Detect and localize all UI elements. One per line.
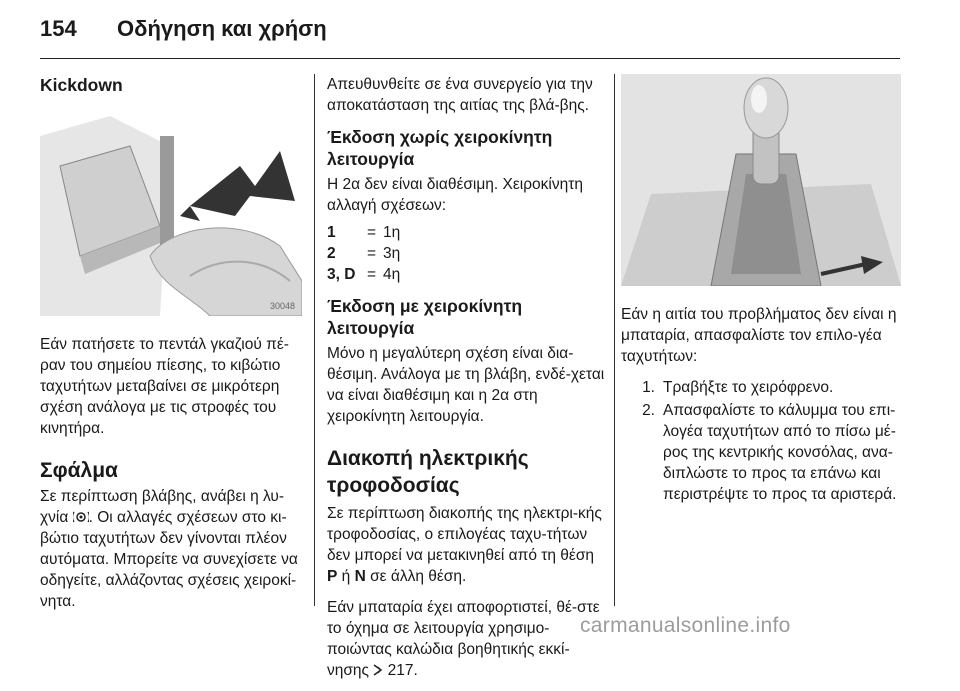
with-manual-paragraph: Μόνο η μεγαλύτερη σχέση είναι δια-θέσιμη. Ανάλογα με τη βλάβη, ενδέ-χεται να είναι διαθέσιμη και η 2α στη χειροκίνητη λειτουργία.	[327, 345, 605, 425]
figure-code-30048: 30048	[270, 301, 296, 311]
fault-paragraph	[40, 486, 302, 612]
battery-paragraph	[327, 597, 605, 681]
gear-value: 3η	[383, 245, 401, 262]
column-1	[40, 74, 302, 622]
power-interruption-heading: Διακοπή ηλεκτρικής τροφοδοσίας	[327, 447, 529, 497]
gearbox-fault-icon	[73, 510, 89, 524]
kickdown-heading: Kickdown	[40, 75, 123, 95]
page-reference-icon[interactable]	[373, 664, 383, 676]
fault-text-b: . Οι αλλαγές σχέσεων στο κι-βώτιο ταχυτήτων δεν γίνονται πλέον αυτόματα. Μπορείτε να συνεχίσετε να οδηγείτε, αλλάζοντας σχέσεις χειροκί-νητα.	[40, 509, 298, 610]
page-number: 154	[40, 16, 77, 41]
without-manual-heading: Έκδοση χωρίς χειροκίνητη λειτουργία	[327, 127, 553, 169]
gear-equals: =	[367, 266, 377, 283]
fault-heading: Σφάλμα	[40, 459, 118, 482]
gear-value: 4η	[383, 266, 401, 283]
step-text: Τραβήξτε το χειρόφρενο.	[663, 379, 834, 396]
column-divider-right	[614, 74, 615, 606]
column-divider-left	[314, 74, 315, 606]
power-text-b: σε άλλη θέση.	[370, 568, 467, 585]
workshop-intro: Απευθυνθείτε σε ένα συνεργείο για την αποκατάσταση της αιτίας της βλά-βης.	[327, 76, 593, 114]
without-manual-paragraph: Η 2α δεν είναι διαθέσιμη. Χειροκίνητη αλλαγή σχέσεων:	[327, 176, 583, 214]
header-rule	[40, 58, 900, 59]
kickdown-paragraph: Εάν πατήσετε το πεντάλ γκαζιού πέ-ραν του σημείου πίεσης, το κιβώτιο ταχυτήτων μεταβαίνει σε μικρότερη σχέση ανάλογα με τις στροφές του κινητήρα.	[40, 336, 289, 437]
cause-paragraph: Εάν η αιτία του προβλήματος δεν είναι η μπαταρία, απασφαλίστε τον επιλο-γέα ταχυτήτων:	[621, 306, 897, 365]
gear-equals: =	[367, 224, 377, 241]
step-number: 2.	[642, 402, 655, 419]
fault-text-a: Σε περίπτωση βλάβης, ανάβει η λυ-χνία	[40, 488, 285, 526]
gear-key: 3, D	[327, 266, 356, 283]
power-text-a: Σε περίπτωση διακοπής της ηλεκτρι-κής τροφοδοσίας, ο επιλογέας ταχυ-τήτων δεν μπορεί να μετακινηθεί από τη θέση	[327, 505, 602, 564]
gear-value: 1η	[383, 224, 401, 241]
gear-row	[327, 264, 605, 285]
battery-text: Εάν μπαταρία έχει αποφορτιστεί, θέ-στε το όχημα σε λειτουργία χρησιμο-ποιώντας καλώδια βοηθητικής εκκί-νησης	[327, 599, 600, 679]
power-text-or: ή	[341, 568, 351, 585]
step-text: Απασφαλίστε το κάλυμμα του επι-λογέα ταχυτήτων από το πίσω μέ-ρος της κεντρικής κονσόλας, ανα-διπλώστε το προς τα επάνω και περιστρέψτε το προς τα αριστερά.	[663, 402, 897, 503]
page-title: Οδήγηση και χρήση	[117, 16, 327, 41]
gear-key: 1	[327, 224, 336, 241]
gear-equals: =	[367, 245, 377, 262]
page-reference[interactable]: 217.	[387, 662, 418, 679]
step-number: 1.	[642, 379, 655, 396]
watermark: carmanualsonline.info	[580, 614, 791, 637]
position-n: N	[354, 568, 366, 585]
with-manual-heading: Έκδοση με χειροκίνητη λειτουργία	[327, 296, 523, 338]
list-item	[621, 377, 901, 398]
gear-key: 2	[327, 245, 336, 262]
gear-mapping-list	[327, 222, 605, 285]
list-item	[621, 400, 901, 505]
unlock-steps-list	[621, 377, 901, 505]
gear-row	[327, 222, 605, 243]
position-p: P	[327, 568, 338, 585]
kickdown-pedal-illustration	[40, 106, 302, 316]
gear-row	[327, 243, 605, 264]
gear-selector-cover-illustration	[621, 74, 901, 286]
power-interruption-paragraph	[327, 503, 605, 587]
column-2	[327, 74, 605, 691]
column-3	[621, 74, 901, 507]
